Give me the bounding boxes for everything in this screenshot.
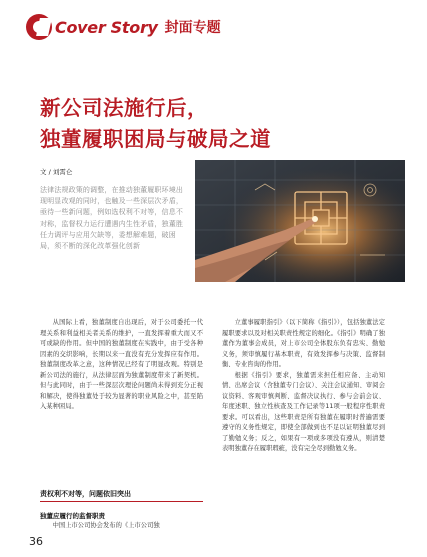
section-title: 封面专题 (164, 20, 221, 36)
headline-line-2: 独董履职困局与破局之道 (40, 127, 271, 151)
article-headline (40, 93, 400, 155)
paragraph: 中国上市公司协会发布的《上市公司独 (52, 522, 160, 529)
body-column-right (222, 318, 385, 455)
paragraph: 从国际上看，独董制度自出现后，对于公司委托一代理关系和利益相关者关系的维护，一直发挥着重大而又不可或缺的作用。但中国的独董制度在实践中，由于受各种因素的交织影响，长期以来一直没有充分发挥应有作用。独董制度改革之意，这种情况已经有了明显改观。特别是新公司法的施行，从法律层面为独董制度带来了新契机。但与此同时，由于一些深层次理论问题尚未得到充分正视和解决，使得独董处于较为显著的职业风险之中，甚至陷入某种困局。 (40, 319, 203, 410)
cover-story-brand: Cover Story (55, 17, 158, 37)
article-intro: 法律法规政策的调整，在推动独董履职环境出现明显改观的同时，也触及一些深层次矛盾，亟待一些新问题，例如选权利不对等，信息不对称，监督权力运行遭遇内生性矛盾，独董胜任力调评与应用欠缺等，委想解难题，破困局，须不断的深化改革强化创新 (40, 186, 183, 251)
magazine-header (26, 14, 221, 40)
subsection-heading: 独董应履行的监督职责 (40, 512, 105, 520)
cover-story-logo-icon (26, 14, 52, 40)
paragraph: 立董事履职指引》（以下简称《指引》），包括独董法定履职要求以及对相关职责性规定的细化。《指引》明确了独董作为董事会成员，对上市公司全体股东负有忠实、勤勉义务，须审慎履行基本职责，有效发挥参与决策、监督制衡、专业咨询的作用。 (222, 319, 385, 368)
section-heading: 责权利不对等，问题依旧突出 (40, 489, 203, 502)
body-column-left-continued (40, 521, 203, 532)
paragraph: 根据《指引》要求，独董需来担任相应备、主动知情、出席会议（含独董专门会议）、关注会议通知、审阅会议资料、客观审慎判断、监督决议执行、参与会前会议、年度述职、独立性核查及工作记录等11项一般程序性职责要求。可以看出，这些职责是所有独董在履职时普遍需要遵守的义务性规定，即使全部做到也不足以证明独董尽到了勤勉义务；反之，如果有一项或多项没有遵从，则清楚表明独董存在履职瑕疵，没有完全尽到勤勉义务。 (222, 371, 385, 452)
page-number: 36 (29, 535, 43, 548)
author-byline: 文 / 刘霄仑 (40, 168, 73, 176)
body-column-left (40, 318, 203, 413)
hero-image (195, 160, 405, 282)
hand-touching-digital-interface-illustration (195, 160, 405, 282)
headline-line-1: 新公司法施行后， (40, 96, 208, 120)
